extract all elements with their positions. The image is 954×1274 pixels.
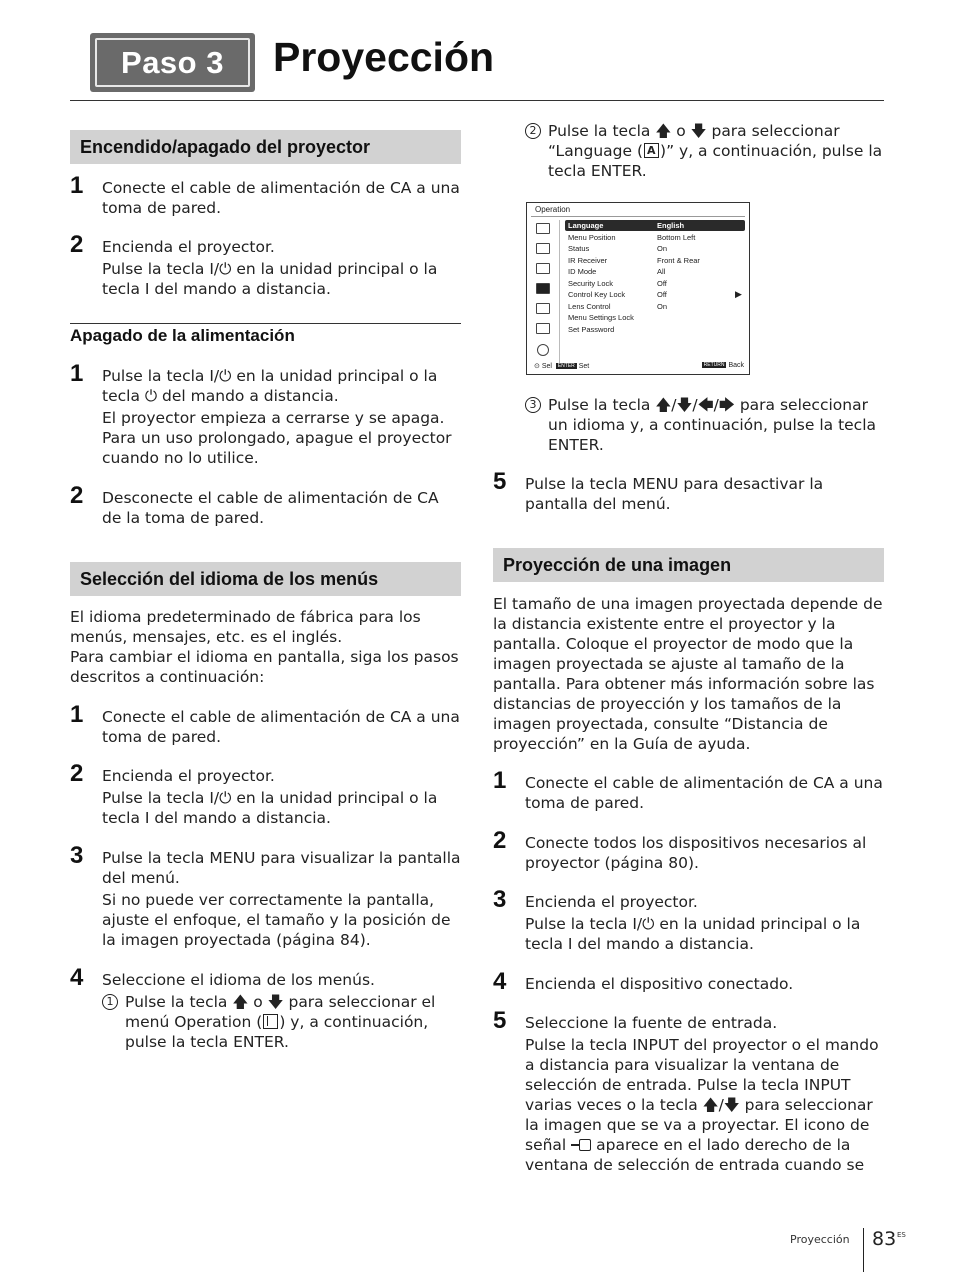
step-number: 2 bbox=[70, 482, 84, 509]
menu-key: Lens Control bbox=[568, 302, 611, 311]
language-icon bbox=[644, 143, 659, 158]
menu-value: On bbox=[657, 244, 668, 253]
power-step-1 bbox=[70, 172, 461, 220]
menu-value: Front & Rear bbox=[657, 256, 700, 265]
step-text: Conecte todos los dispositivos necesarios al proyector (página 80). bbox=[525, 834, 867, 872]
step-badge-label: Paso 3 bbox=[95, 38, 250, 87]
menu-key: Set Password bbox=[568, 325, 615, 334]
menu-value: All bbox=[657, 267, 666, 276]
screen-icon bbox=[536, 243, 550, 254]
footer-section-label: Proyección bbox=[790, 1233, 850, 1246]
picture-icon bbox=[536, 223, 550, 234]
step-number: 3 bbox=[493, 886, 507, 913]
language-intro-line-2: Para cambiar el idioma en pantalla, siga los pasos descritos a continuación: bbox=[70, 648, 459, 686]
step-text: Encienda el dispositivo conectado. bbox=[525, 975, 794, 993]
menu-row bbox=[565, 243, 745, 254]
step-number: 1 bbox=[70, 701, 84, 728]
menu-key: ID Mode bbox=[568, 267, 597, 276]
language-intro-line-1: El idioma predeterminado de fábrica para los menús, mensajes, etc. es el inglés. bbox=[70, 608, 421, 646]
step-number: 2 bbox=[70, 760, 84, 787]
menu-footer bbox=[532, 362, 746, 372]
page-title: Proyección bbox=[273, 34, 495, 80]
menu-sidebar bbox=[532, 220, 556, 365]
step-number: 4 bbox=[70, 964, 84, 991]
substep-text: Pulse la tecla 🡅/🡇/🡄/🡆 para seleccionar un idioma y, a continuación, pulse la tecla ENTER. bbox=[548, 396, 877, 454]
menu-value: On bbox=[657, 302, 668, 311]
menu-row bbox=[565, 301, 745, 312]
step-text: Conecte el cable de alimentación de CA a una toma de pared. bbox=[102, 179, 460, 217]
power-off-step-2 bbox=[70, 482, 461, 530]
menu-row bbox=[565, 232, 745, 243]
menu-value: English bbox=[657, 221, 685, 230]
substep-text: Pulse la tecla 🡅 o 🡇 para seleccionar “Language ( bbox=[548, 122, 840, 160]
menu-row bbox=[565, 312, 745, 323]
substep-marker: 1 bbox=[102, 994, 118, 1010]
header-divider bbox=[70, 100, 884, 101]
step-text: Conecte el cable de alimentación de CA a una toma de pared. bbox=[525, 774, 883, 812]
menu-key: Menu Settings Lock bbox=[568, 313, 634, 322]
operation-menu-icon bbox=[263, 1014, 278, 1029]
language-code: ES bbox=[897, 1231, 906, 1239]
power-off-step-1 bbox=[70, 360, 461, 470]
footer-set: Set bbox=[578, 363, 590, 370]
substep-text-end: )” y, a continuación, pulse la tecla ENTER. bbox=[548, 142, 883, 180]
footer-divider bbox=[863, 1228, 864, 1272]
step-text: Pulse la tecla INPUT del proyector o el mando a distancia para visualizar la ventana de selección de entrada. Pulse la tecla INPUT varias veces o la tecla 🡅/🡇 para seleccionar la imagen que se va a proyectar. El icono de señal bbox=[525, 1036, 879, 1154]
language-step-3 bbox=[70, 842, 461, 952]
step-text: Seleccione la fuente de entrada. bbox=[525, 1014, 778, 1032]
step-text: Desconecte el cable de alimentación de CA de la toma de pared. bbox=[102, 489, 439, 527]
language-substep-1 bbox=[102, 992, 461, 1052]
step-text: Encienda el proyector. bbox=[102, 238, 275, 256]
language-step-4 bbox=[70, 964, 461, 992]
step-text: Conecte el cable de alimentación de CA a una toma de pared. bbox=[102, 708, 460, 746]
step-number: 1 bbox=[493, 767, 507, 794]
menu-row-language bbox=[565, 220, 745, 231]
select-arrows-icon: ⊙ bbox=[534, 363, 540, 370]
step-text: Encienda el proyector. bbox=[525, 893, 698, 911]
step-text: Pulse la tecla MENU para visualizar la pantalla del menú. bbox=[102, 849, 461, 887]
substep-text: Pulse la tecla 🡅 o 🡇 para seleccionar el menú Operation ( bbox=[125, 993, 436, 1031]
menu-row bbox=[565, 255, 745, 266]
substep-marker: 2 bbox=[525, 123, 541, 139]
operation-icon bbox=[536, 283, 550, 294]
power-step-2 bbox=[70, 231, 461, 301]
section-heading-projection: Proyección de una imagen bbox=[493, 548, 884, 582]
step-number: 5 bbox=[493, 468, 507, 495]
language-intro bbox=[70, 607, 461, 687]
step-number: 2 bbox=[70, 231, 84, 258]
language-step-5 bbox=[493, 468, 884, 516]
menu-key: Language bbox=[568, 221, 604, 230]
step-number: 4 bbox=[493, 968, 507, 995]
menu-right-arrow-icon: ▶ bbox=[735, 289, 742, 299]
menu-key: Menu Position bbox=[568, 233, 616, 242]
footer-sel: Sel bbox=[541, 363, 552, 370]
return-key-icon: RETURN bbox=[703, 362, 725, 368]
projection-step-5 bbox=[493, 1007, 884, 1177]
menu-footer-left bbox=[534, 362, 589, 370]
projection-intro: El tamaño de una imagen proyectada depende de la distancia existente entre el proyector y la pantalla. Coloque el proyector de modo que la imagen proyectada se ajuste al tamaño de la pantalla. Para obtener más información sobre las distancias de proyección y los tamaños de la imagen proyectada, consulte “Distancia de proyección” en la Guía de ayuda. bbox=[493, 595, 883, 753]
menu-row bbox=[565, 266, 745, 277]
step-number: 1 bbox=[70, 360, 84, 387]
menu-title: Operation bbox=[535, 205, 571, 214]
step-text: Pulse la tecla MENU para desactivar la pantalla del menú. bbox=[525, 475, 824, 513]
step-text: Pulse la tecla I/⏻ en la unidad principal o la tecla I del mando a distancia. bbox=[102, 260, 438, 298]
step-text: Seleccione el idioma de los menús. bbox=[102, 971, 375, 989]
menu-column-divider bbox=[559, 220, 560, 366]
information-icon bbox=[537, 344, 549, 356]
step-badge bbox=[90, 33, 255, 92]
language-substep-2 bbox=[525, 121, 884, 181]
menu-key: Security Lock bbox=[568, 279, 614, 288]
menu-row bbox=[565, 289, 745, 300]
menu-value: Off bbox=[657, 279, 667, 288]
language-substep-3 bbox=[525, 395, 884, 455]
page-number: 83 bbox=[872, 1228, 897, 1250]
step-text: El proyector empieza a cerrarse y se apaga. Para un uso prolongado, apague el proyector cuando no lo utilice. bbox=[102, 409, 452, 467]
step-number: 2 bbox=[493, 827, 507, 854]
menu-row bbox=[565, 324, 745, 335]
connection-icon bbox=[536, 303, 550, 314]
setup-icon bbox=[536, 263, 550, 274]
menu-footer-right bbox=[702, 362, 744, 369]
step-text: Si no puede ver correctamente la pantalla, ajuste el enfoque, el tamaño y la posición de la imagen proyectada (página 84). bbox=[102, 891, 451, 949]
operation-menu-screenshot bbox=[526, 202, 750, 375]
step-number: 5 bbox=[493, 1007, 507, 1034]
menu-row bbox=[565, 278, 745, 289]
substep-marker: 3 bbox=[525, 397, 541, 413]
menu-value: Off bbox=[657, 290, 667, 299]
language-step-1 bbox=[70, 701, 461, 749]
installation-icon bbox=[536, 323, 550, 334]
step-number: 3 bbox=[70, 842, 84, 869]
menu-key: IR Receiver bbox=[568, 256, 608, 265]
projection-step-4 bbox=[493, 968, 884, 996]
step-text: Encienda el proyector. bbox=[102, 767, 275, 785]
menu-value: Bottom Left bbox=[657, 233, 696, 242]
step-text: Pulse la tecla I/⏻ en la unidad principal o la tecla I del mando a distancia. bbox=[102, 789, 438, 827]
subheading-power-off: Apagado de la alimentación bbox=[70, 323, 461, 346]
input-signal-icon bbox=[571, 1139, 591, 1151]
step-text-end: aparece en el lado derecho de la ventana de selección de entrada cuando se bbox=[525, 1136, 865, 1174]
projection-step-3 bbox=[493, 886, 884, 956]
enter-key-icon: ENTER bbox=[557, 363, 575, 369]
substep-text-end: ) y, a continuación, pulse la tecla ENTER. bbox=[125, 1013, 429, 1051]
projection-step-1 bbox=[493, 767, 884, 815]
step-number: 1 bbox=[70, 172, 84, 199]
footer-back: Back bbox=[728, 362, 744, 369]
section-heading-power: Encendido/apagado del proyector bbox=[70, 130, 461, 164]
menu-key: Status bbox=[568, 244, 590, 253]
projection-step-2 bbox=[493, 827, 884, 875]
language-step-2 bbox=[70, 760, 461, 830]
menu-key: Control Key Lock bbox=[568, 290, 626, 299]
section-heading-language: Selección del idioma de los menús bbox=[70, 562, 461, 596]
step-text: Pulse la tecla I/⏻ en la unidad principal o la tecla I del mando a distancia. bbox=[525, 915, 861, 953]
menu-divider bbox=[531, 216, 745, 217]
step-text: Pulse la tecla I/⏻ en la unidad principal o la tecla ⏻ del mando a distancia. bbox=[102, 367, 438, 405]
